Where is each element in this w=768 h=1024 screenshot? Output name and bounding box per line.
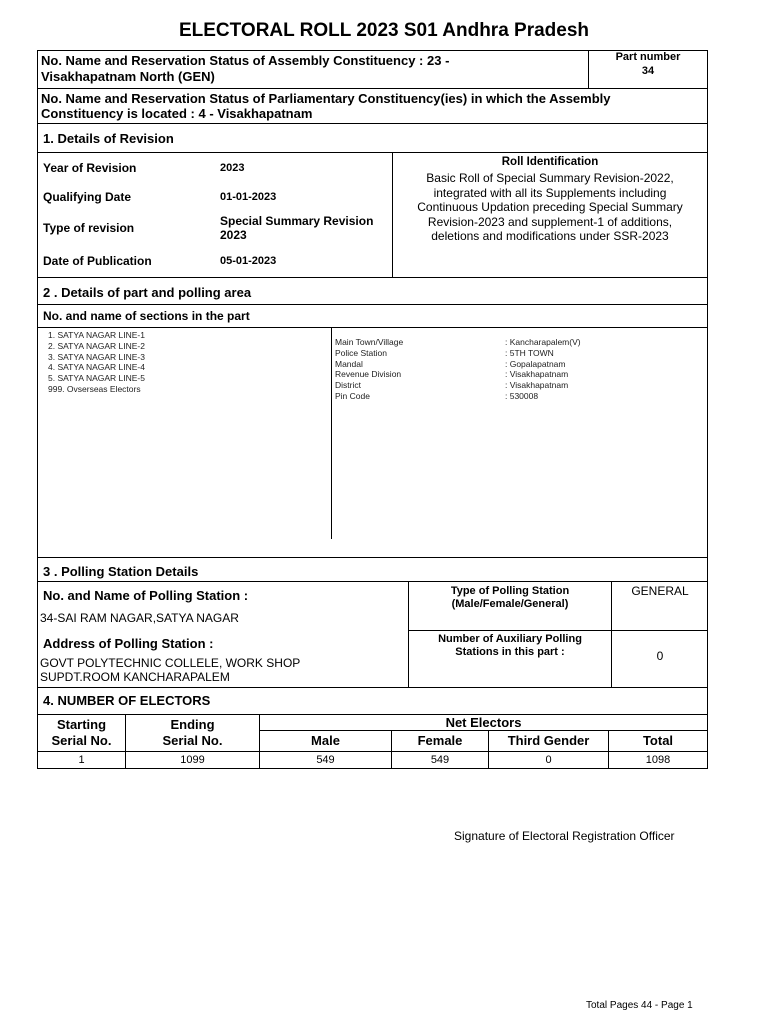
- female-value: 549: [391, 751, 489, 769]
- sections-list: [48, 330, 145, 395]
- section-item: 2. SATYA NAGAR LINE-2: [48, 340, 145, 351]
- revision-heading: 1. Details of Revision: [43, 131, 174, 146]
- polling-type-label-line: (Male/Female/General): [451, 598, 569, 610]
- section-item: 3. SATYA NAGAR LINE-3: [48, 351, 145, 362]
- third-gender-value: 0: [488, 751, 609, 769]
- area-value: : Gopalapatnam: [505, 358, 566, 369]
- roll-identification-line: Revision-2023 and supplement-1 of additions,: [427, 214, 673, 229]
- polling-station-name-label: No. and Name of Polling Station :: [43, 588, 249, 603]
- revision-value: 01-01-2023: [220, 191, 277, 203]
- polling-station-address: [40, 656, 300, 684]
- polling-heading: 3 . Polling Station Details: [43, 564, 199, 579]
- header-line: Starting: [56, 717, 107, 732]
- revision-label: Type of revision: [43, 221, 135, 235]
- section-item: 1. SATYA NAGAR LINE-1: [48, 330, 145, 340]
- header-line: Ending: [170, 717, 215, 732]
- header-line: Serial No.: [51, 733, 112, 748]
- polling-type-label-line: Type of Polling Station: [450, 585, 570, 597]
- total-header: Total: [608, 730, 708, 752]
- area-label: Mandal: [335, 358, 363, 369]
- section-item: 4. SATYA NAGAR LINE-4: [48, 362, 145, 373]
- area-label: Main Town/Village: [335, 337, 404, 347]
- area-value: : Visakhapatnam: [505, 380, 569, 391]
- area-value: : Kancharapalem(V): [505, 337, 581, 347]
- page-footer: Total Pages 44 - Page 1: [586, 1000, 693, 1011]
- revision-value: 05-01-2023: [220, 255, 277, 267]
- roll-identification: [393, 156, 707, 244]
- address-line-1: GOVT POLYTECHNIC COLLELE, WORK SHOP: [40, 656, 301, 670]
- net-electors-header: Net Electors: [259, 714, 708, 731]
- male-value: 549: [259, 751, 392, 769]
- starting-serial-value: 1: [37, 751, 126, 769]
- male-header: Male: [259, 730, 392, 752]
- revision-value: Special Summary Revision 2023: [220, 214, 374, 242]
- auxiliary-label-line: Number of Auxiliary Polling: [438, 633, 582, 645]
- polling-station-name: 34-SAI RAM NAGAR,SATYA NAGAR: [40, 611, 239, 625]
- area-label: Pin Code: [335, 390, 370, 401]
- electors-heading: 4. NUMBER OF ELECTORS: [43, 693, 211, 708]
- part-number: [589, 50, 707, 78]
- assembly-line-1: No. Name and Reservation Status of Assembly Constituency : 23 -: [41, 53, 450, 68]
- revision-label: Date of Publication: [43, 254, 152, 268]
- ending-serial-value: 1099: [125, 751, 260, 769]
- total-value: 1098: [608, 751, 708, 769]
- area-value: : Visakhapatnam: [505, 369, 569, 380]
- header-line: Serial No.: [162, 733, 223, 748]
- revision-label: Qualifying Date: [43, 190, 132, 204]
- auxiliary-value: 0: [656, 649, 664, 663]
- section-item: 5. SATYA NAGAR LINE-5: [48, 373, 145, 384]
- auxiliary-label: [409, 633, 611, 659]
- third-gender-header: Third Gender: [488, 730, 609, 752]
- area-labels: [335, 337, 403, 402]
- area-values: [505, 337, 581, 402]
- area-value: : 530008: [505, 390, 539, 401]
- document-title: ELECTORAL ROLL 2023 S01 Andhra Pradesh: [178, 20, 590, 41]
- area-value: : 5TH TOWN: [505, 347, 554, 358]
- address-line-2: SUPDT.ROOM KANCHARAPALEM: [40, 670, 230, 684]
- polling-type-label: [409, 585, 611, 611]
- revision-value: 2023: [220, 162, 245, 174]
- part-number-value: 34: [641, 65, 655, 77]
- section-item: 999. Ovserseas Electors: [48, 383, 141, 394]
- roll-identification-line: Basic Roll of Special Summary Revision-2022,: [426, 171, 674, 185]
- parliamentary-line-2: Constituency is located : 4 - Visakhapatnam: [41, 106, 313, 121]
- signature-label: Signature of Electoral Registration Officer: [454, 829, 675, 843]
- parliamentary-constituency: [41, 91, 611, 121]
- roll-identification-line: Continuous Updation preceding Special Summary: [417, 200, 683, 214]
- polling-type-value: GENERAL: [631, 584, 689, 598]
- assembly-constituency: [41, 53, 449, 85]
- area-label: District: [335, 380, 361, 391]
- roll-identification-line: integrated with all its Supplements including: [433, 185, 667, 200]
- starting-serial-header: [37, 714, 126, 752]
- roll-identification-line: deletions and modifications under SSR-2023: [431, 229, 669, 243]
- part-number-label: Part number: [615, 51, 681, 63]
- female-header: Female: [391, 730, 489, 752]
- auxiliary-label-line: Stations in this part :: [455, 646, 565, 658]
- polling-station-address-label: Address of Polling Station :: [43, 636, 214, 651]
- area-label: Police Station: [335, 347, 387, 358]
- area-label: Revenue Division: [335, 369, 402, 380]
- part-area-heading: 2 . Details of part and polling area: [43, 285, 252, 300]
- assembly-line-2: Visakhapatnam North (GEN): [41, 69, 215, 84]
- roll-identification-heading: Roll Identification: [501, 156, 599, 168]
- sections-heading: No. and name of sections in the part: [43, 309, 250, 323]
- parliamentary-line-1: No. Name and Reservation Status of Parliamentary Constituency(ies) in which the Assembly: [41, 91, 611, 106]
- ending-serial-header: [125, 714, 260, 752]
- revision-label: Year of Revision: [43, 161, 137, 175]
